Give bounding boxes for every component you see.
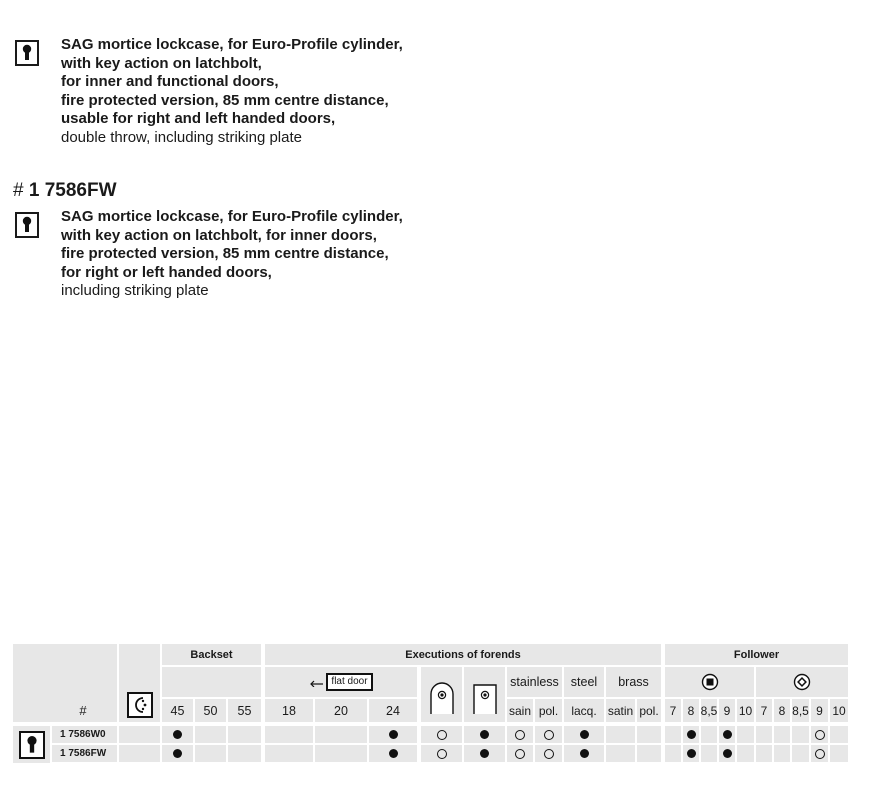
forend-18: 18 (265, 699, 313, 722)
optional-mark (437, 730, 447, 740)
table-cell (564, 745, 604, 762)
rounded-forend-icon (428, 682, 456, 714)
product1-description (61, 36, 403, 147)
follower-a-7: 7 (665, 699, 681, 722)
standard-mark (723, 730, 732, 739)
material-steel: steel (564, 667, 604, 697)
table-cell (830, 745, 848, 762)
lock-type-icon (15, 212, 39, 238)
optional-mark (437, 749, 447, 759)
standard-mark (480, 730, 489, 739)
product2-line: fire protected version, 85 mm centre distance, (61, 245, 389, 262)
standard-mark (480, 749, 489, 758)
table-cell (665, 745, 681, 762)
product1-line: for inner and functional doors, (61, 73, 279, 90)
table-cell (701, 726, 717, 743)
material-stainless: stainless (507, 667, 562, 697)
table-cell (756, 745, 772, 762)
table-cell (535, 745, 562, 762)
table-cell (737, 726, 754, 743)
handing-header-cell (119, 644, 160, 722)
finish-stainless-polished: pol. (535, 699, 562, 722)
table-cell (195, 745, 226, 762)
follower-b-7: 7 (756, 699, 772, 722)
backset-45: 45 (162, 699, 193, 722)
table-cell (637, 745, 661, 762)
square-forend-bottom (464, 718, 505, 722)
standard-mark (580, 749, 589, 758)
backset-50: 50 (195, 699, 226, 722)
forend-20: 20 (315, 699, 367, 722)
table-cell (774, 745, 790, 762)
hash-symbol: # (13, 180, 24, 201)
follower-diamond-cell (756, 667, 848, 697)
follower-b-8-5: 8,5 (792, 699, 809, 722)
table-cell (369, 726, 417, 743)
follower-a-8: 8 (683, 699, 699, 722)
table-cell (719, 726, 735, 743)
product1-line: fire protected version, 85 mm centre distance, (61, 91, 389, 109)
standard-mark (173, 730, 182, 739)
finish-brass-polished: pol. (637, 699, 661, 722)
forends-header: Executions of forends (265, 644, 661, 665)
table-cell (265, 726, 313, 743)
optional-mark (515, 730, 525, 740)
follower-a-9: 9 (719, 699, 735, 722)
lock-type-icon (15, 40, 39, 66)
table-cell (315, 745, 367, 762)
hash-header-cell (13, 644, 117, 722)
optional-mark (815, 749, 825, 759)
finish-stainless-satin: sain (507, 699, 533, 722)
optional-mark (515, 749, 525, 759)
follower-header: Follower (665, 644, 848, 665)
table-cell (637, 726, 661, 743)
table-cell (606, 726, 635, 743)
table-cell (421, 726, 462, 743)
table-cell (162, 745, 193, 762)
arrow-icon (309, 677, 325, 687)
table-cell (665, 726, 681, 743)
standard-mark (687, 730, 696, 739)
lock-type-icon (19, 731, 45, 759)
table-cell (265, 745, 313, 762)
table-cell (701, 745, 717, 762)
follower-b-9: 9 (811, 699, 828, 722)
table-cell (507, 745, 533, 762)
square-follower-icon (701, 673, 719, 691)
table-cell (507, 726, 533, 743)
table-cell (606, 745, 635, 762)
table-cell (315, 726, 367, 743)
table-cell (756, 726, 772, 743)
standard-mark (687, 749, 696, 758)
table-cell (737, 745, 754, 762)
table-cell (421, 745, 462, 762)
table-cell (228, 726, 261, 743)
backset-sub-cell (162, 667, 261, 697)
product2-line: with key action on latchbolt, for inner doors, (61, 226, 377, 244)
product2-code (13, 180, 117, 202)
follower-square-cell (665, 667, 754, 697)
follower-b-8: 8 (774, 699, 790, 722)
optional-mark (815, 730, 825, 740)
hash-label: # (79, 703, 87, 718)
table-cell (792, 745, 809, 762)
optional-mark (544, 730, 554, 740)
finish-brass-satin: satin (606, 699, 635, 722)
flat-door-label: flat door (326, 673, 372, 691)
table-cell (464, 726, 505, 743)
backset-55: 55 (228, 699, 261, 722)
square-forend-icon (471, 682, 499, 714)
flat-door-cell (265, 667, 417, 697)
product1-line: usable for right and left handed doors, (61, 110, 336, 127)
row-handing-cell (119, 726, 160, 743)
table-cell (369, 745, 417, 762)
forend-24: 24 (369, 699, 417, 722)
row-code: 1 7586FW (52, 745, 117, 762)
finish-steel-lacquered: lacq. (564, 699, 604, 722)
product1-line: SAG mortice lockcase, for Euro-Profile cylinder, (61, 36, 403, 53)
table-cell (162, 726, 193, 743)
table-cell (683, 745, 699, 762)
table-cell (830, 726, 848, 743)
product2-line: for right or left handed doors, (61, 263, 272, 281)
standard-mark (173, 749, 182, 758)
follower-a-8-5: 8,5 (701, 699, 717, 722)
product1-line: with key action on latchbolt, (61, 54, 262, 72)
table-cell (228, 745, 261, 762)
table-cell (774, 726, 790, 743)
product2-description (61, 208, 403, 301)
table-cell (195, 726, 226, 743)
standard-mark (389, 749, 398, 758)
table-cell (811, 726, 828, 743)
table-cell (535, 726, 562, 743)
follower-a-10: 10 (737, 699, 754, 722)
diamond-follower-icon (793, 673, 811, 691)
row-lock-icon-cell (13, 726, 50, 763)
table-cell (811, 745, 828, 762)
product2-line: SAG mortice lockcase, for Euro-Profile cylinder, (61, 208, 403, 225)
backset-header: Backset (162, 644, 261, 665)
table-cell (683, 726, 699, 743)
rounded-forend-cell (421, 667, 462, 718)
rounded-forend-bottom (421, 718, 462, 722)
follower-b-10: 10 (830, 699, 848, 722)
product1-line: double throw, including striking plate (61, 128, 302, 146)
material-brass: brass (606, 667, 661, 697)
table-cell (719, 745, 735, 762)
row-handing-cell (119, 745, 160, 762)
table-cell (464, 745, 505, 762)
standard-mark (389, 730, 398, 739)
article-number: 1 7586FW (28, 180, 117, 201)
square-forend-cell (464, 667, 505, 718)
optional-mark (544, 749, 554, 759)
door-handing-icon (127, 692, 153, 718)
row-code: 1 7586W0 (52, 726, 117, 743)
product2-line: including striking plate (61, 282, 209, 299)
table-cell (564, 726, 604, 743)
standard-mark (723, 749, 732, 758)
table-cell (792, 726, 809, 743)
standard-mark (580, 730, 589, 739)
